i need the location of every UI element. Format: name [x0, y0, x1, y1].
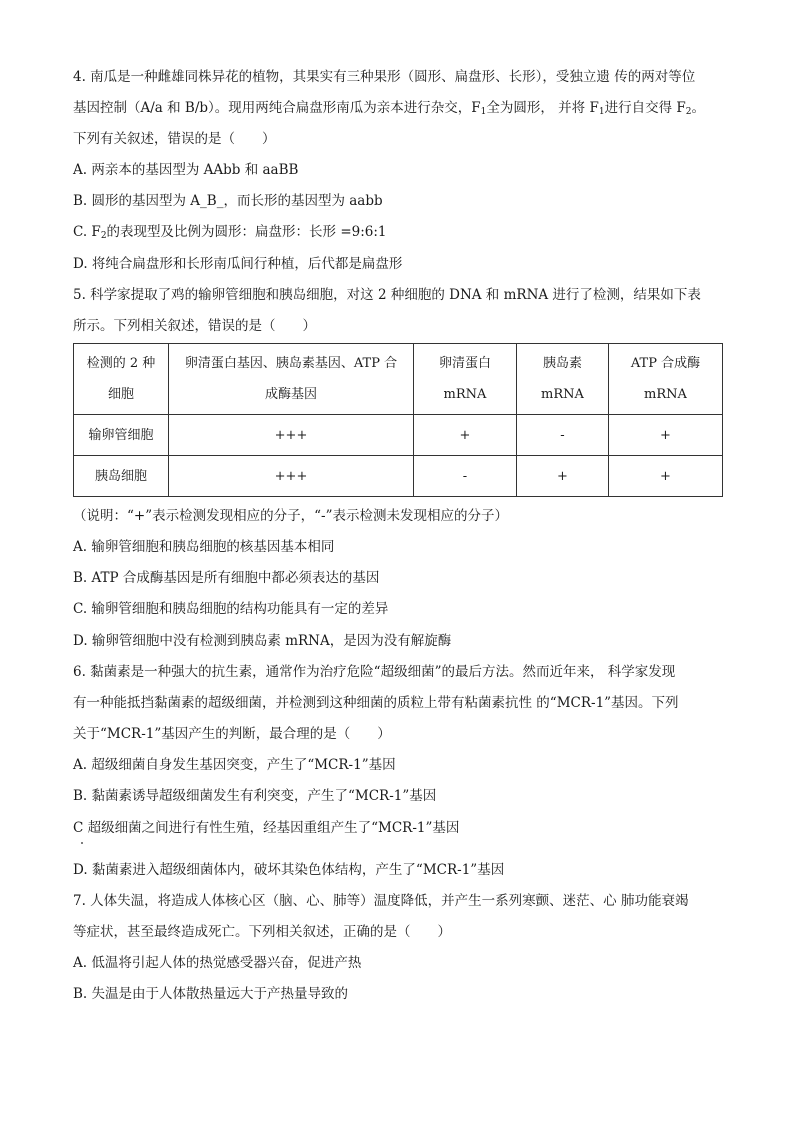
q4-stem-line-1: 4. 南瓜是一种雌雄同株异花的植物，其果实有三种果形（圆形、扁盘形、长形），受独立遗 传的两对等位 — [73, 69, 696, 85]
table-header-cell: ATP 合成酶 mRNA — [609, 344, 723, 415]
q4-stem-line-3: 下列有关叙述，错误的是（ ） — [73, 131, 276, 147]
table-cell: 输卵管细胞 — [74, 415, 169, 456]
q6-stem-line-3: 关于“MCR-1”基因产生的判断，最合理的是（ ） — [73, 726, 391, 742]
q4-option-c: C. $F_2$的表现型及比例为圆形：扁盘形：长形 =9:6:1 — [73, 224, 387, 241]
q5-option-a: A. 输卵管细胞和胰岛细胞的核基因基本相同 — [73, 539, 335, 555]
q4-option-a: A. 两亲本的基因型为 AAbb 和 aaBB — [73, 162, 299, 178]
table-cell: - — [414, 456, 517, 497]
q5-option-c: C. 输卵管细胞和胰岛细胞的结构功能具有一定的差异 — [73, 601, 389, 617]
table-cell: 胰岛细胞 — [74, 456, 169, 497]
q6-option-b: B. 黏菌素诱导超级细菌发生有利突变，产生了“MCR-1”基因 — [73, 788, 437, 804]
q5-option-b: B. ATP 合成酶基因是所有细胞中都必须表达的基因 — [73, 570, 380, 586]
q6-stem-line-1: 6. 黏菌素是一种强大的抗生素，通常作为治疗危险“超级细菌”的最后方法。然而近年来， 科学家发现 — [73, 664, 676, 680]
q7-stem-line-1: 7. 人体失温，将造成人体核心区（脑、心、肺等）温度降低，并产生一系列寒颤、迷茫、心 肺功能衰竭 — [73, 893, 689, 909]
table-cell: + — [609, 456, 723, 497]
q6-option-a: A. 超级细菌自身发生基因突变，产生了“MCR-1”基因 — [73, 757, 396, 773]
table-header-cell: 卵清蛋白基因、胰岛素基因、ATP 合 成酶基因 — [169, 344, 414, 415]
q5-option-d: D. 输卵管细胞中没有检测到胰岛素 mRNA，是因为没有解旋酶 — [73, 633, 452, 649]
table-cell: + — [414, 415, 517, 456]
q6-option-d: D. 黏菌素进入超级细菌体内，破坏其染色体结构，产生了“MCR-1”基因 — [73, 862, 505, 878]
table-header-cell: 胰岛素 mRNA — [517, 344, 609, 415]
q5-results-table — [73, 343, 723, 497]
q7-stem-line-2: 等症状，甚至最终造成死亡。下列相关叙述，正确的是（ ） — [73, 924, 451, 940]
table-header-cell: 检测的 2 种 细胞 — [74, 344, 169, 415]
table-cell: +++ — [169, 415, 414, 456]
table-header-row — [74, 344, 723, 415]
q7-option-b: B. 失温是由于人体散热量远大于产热量导致的 — [73, 986, 349, 1002]
q5-stem-line-1: 5. 科学家提取了鸡的输卵管细胞和胰岛细胞，对这 2 种细胞的 DNA 和 mRNA 进行了检测，结果如下表 — [73, 287, 701, 303]
table-header-cell: 卵清蛋白 mRNA — [414, 344, 517, 415]
q5-table-note: （说明：“+”表示检测发现相应的分子，“-”表示检测未发现相应的分子） — [73, 508, 508, 524]
table-cell: +++ — [169, 456, 414, 497]
q6-option-c: C 超级细菌之间进行有性生殖，经基因重组产生了“MCR-1”基因 — [73, 820, 460, 836]
table-cell: + — [517, 456, 609, 497]
q4-stem-line-2: 基因控制（A/a 和 B/b）。现用两纯合扁盘形南瓜为亲本进行杂交，$F_1$全为圆形， 并将 $F_1$进行自交得 $F_2$。 — [73, 100, 705, 117]
q6-stem-line-2: 有一种能抵挡黏菌素的超级细菌，并检测到这种细菌的质粒上带有粘菌素抗性 的“MCR-1”基因。下列 — [73, 695, 679, 711]
table-cell: - — [517, 415, 609, 456]
stray-dot — [81, 842, 83, 844]
q4-option-b: B. 圆形的基因型为 A_B_，而长形的基因型为 aabb — [73, 193, 383, 209]
table-row — [74, 415, 723, 456]
table-row — [74, 456, 723, 497]
q7-option-a: A. 低温将引起人体的热觉感受器兴奋，促进产热 — [73, 955, 362, 971]
q4-option-d: D. 将纯合扁盘形和长形南瓜间行种植，后代都是扁盘形 — [73, 256, 403, 272]
q5-stem-line-2: 所示。下列相关叙述，错误的是（ ） — [73, 318, 316, 334]
table-cell: + — [609, 415, 723, 456]
